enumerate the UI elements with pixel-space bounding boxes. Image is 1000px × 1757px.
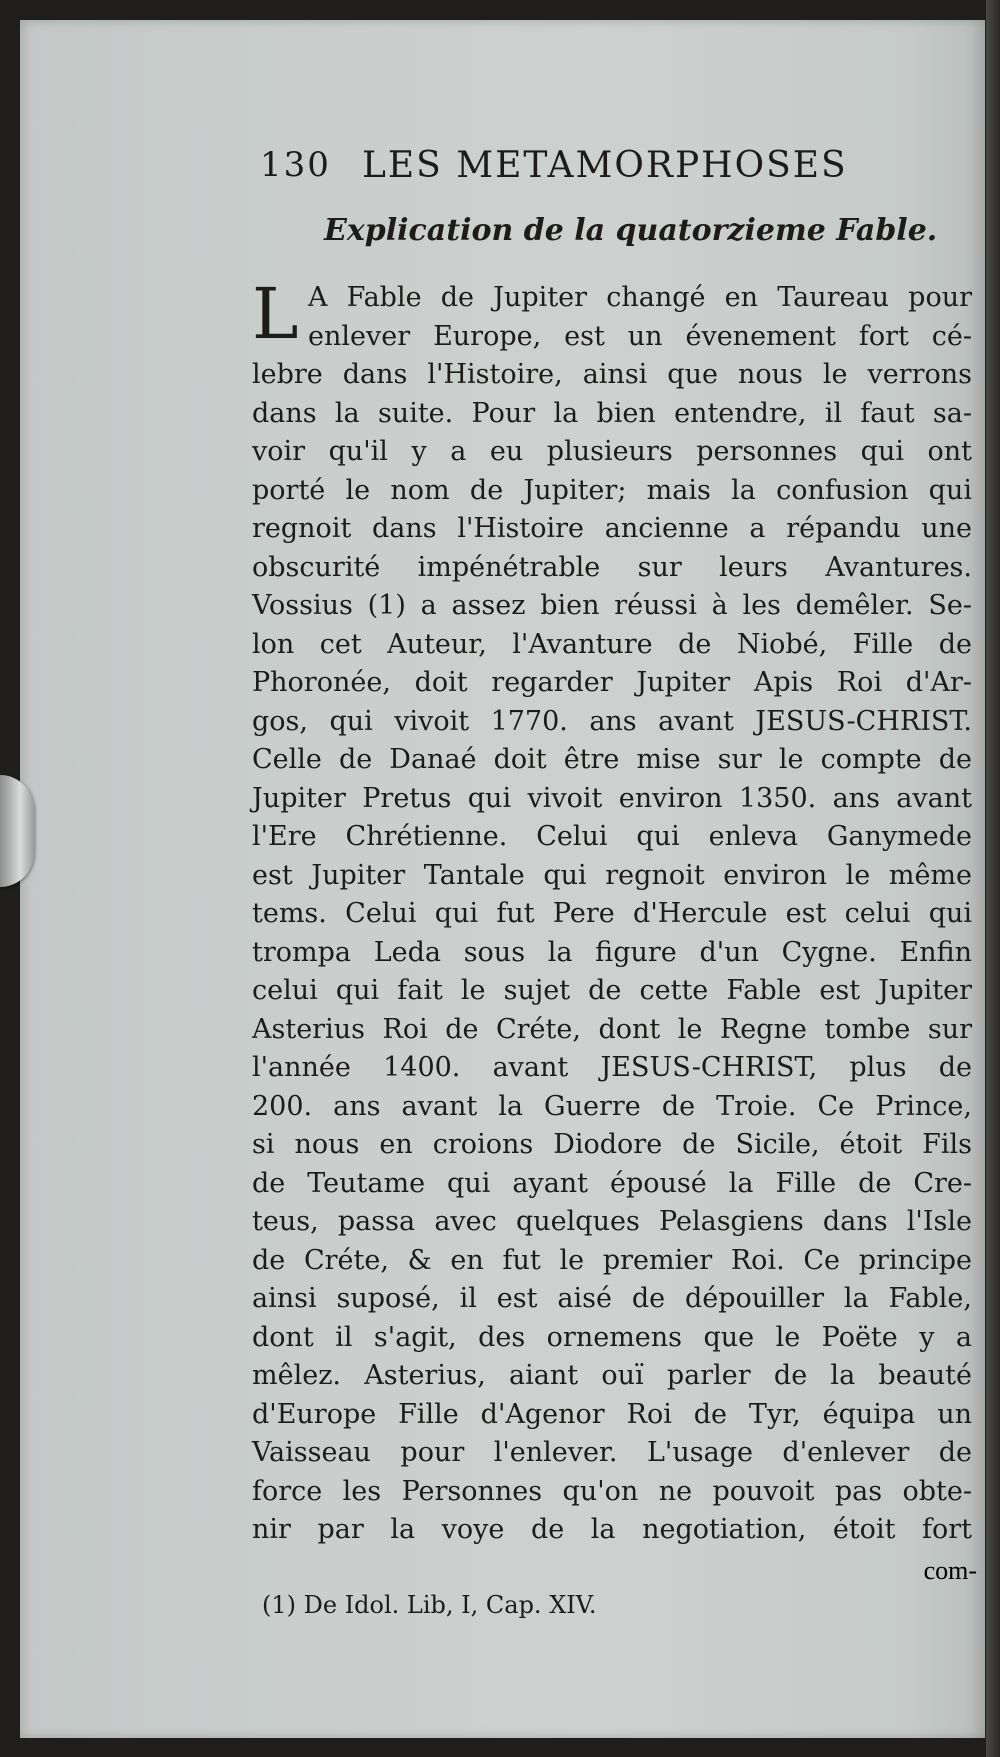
page-clip (0, 775, 34, 887)
text-line: ainsi suposé, il est aisé de dépouiller la Fable, (252, 1283, 972, 1314)
book-page (20, 20, 985, 1738)
catchword: com- (923, 1555, 977, 1585)
text-line: voir qu'il y a eu plusieurs personnes qui ont (252, 436, 972, 467)
text-block (252, 145, 972, 1624)
text-line: Celle de Danaé doit être mise sur le compte de (252, 744, 972, 775)
text-line: regnoit dans l'Histoire ancienne a répandu une (252, 513, 972, 544)
running-title: LES METAMORPHOSES (362, 145, 848, 186)
text-line: est Jupiter Tantale qui regnoit environ le même (252, 859, 972, 891)
body-text (252, 273, 972, 1624)
text-line: gos, qui vivoit 1770. ans avant JESUS-CHRIST. (252, 705, 972, 737)
text-line: lebre dans l'Histoire, ainsi que nous le verrons (252, 359, 972, 390)
text-line: lon cet Auteur, l'Avanture de Niobé, Fille de (252, 628, 972, 660)
text-line: force les Personnes qu'on ne pouvoit pas obte- (252, 1475, 972, 1507)
section-heading: Explication de la quatorzieme Fable. (324, 213, 938, 248)
text-line: de Teutame qui ayant épousé la Fille de Cre- (252, 1167, 972, 1199)
text-line: Vossius (1) a assez bien réussi à les demêler. Se- (252, 590, 972, 621)
footnote: (1) De Idol. Lib, I, Cap. XIV. (262, 1590, 597, 1619)
text-line: celui qui fait le sujet de cette Fable est Jupiter (252, 975, 972, 1006)
text-line: dont il s'agit, des ornemens que le Poëte y a (252, 1321, 972, 1353)
text-line: l'année 1400. avant JESUS-CHRIST, plus de (252, 1052, 972, 1083)
text-line: 200. ans avant la Guerre de Troie. Ce Prince, (252, 1090, 972, 1122)
text-line: Phoronée, doit regarder Jupiter Apis Roi d'Ar- (252, 667, 972, 698)
text-line: A Fable de Jupiter changé en Taureau pour (308, 282, 972, 313)
text-line: de Créte, & en fut le premier Roi. Ce principe (252, 1244, 972, 1276)
text-line: si nous en croions Diodore de Sicile, étoit Fils (252, 1129, 972, 1160)
text-line: Vaisseau pour l'enlever. L'usage d'enlever de (252, 1437, 972, 1468)
text-line: dans la suite. Pour la bien entendre, il faut sa- (252, 397, 972, 429)
text-line: porté le nom de Jupiter; mais la confusion qui (252, 474, 972, 506)
text-line: d'Europe Fille d'Agenor Roi de Tyr, équipa un (252, 1398, 972, 1430)
text-line: Jupiter Pretus qui vivoit environ 1350. ans avant (252, 782, 972, 814)
text-line: trompa Leda sous la figure d'un Cygne. Enfin (252, 936, 972, 968)
page-number: 130 (260, 145, 331, 185)
running-header (252, 145, 972, 205)
text-line: mêlez. Asterius, aiant ouï parler de la beauté (252, 1360, 972, 1391)
text-line: nir par la voye de la negotiation, étoit fort (252, 1514, 972, 1545)
text-line: l'Ere Chrétienne. Celui qui enleva Ganymede (252, 821, 972, 852)
text-line: enlever Europe, est un évenement fort cé- (308, 320, 972, 352)
drop-cap: L (252, 273, 299, 355)
book-edge (986, 0, 1000, 1757)
text-line: Asterius Roi de Créte, dont le Regne tombe sur (252, 1013, 972, 1045)
text-line: tems. Celui qui fut Pere d'Hercule est celui qui (252, 898, 972, 929)
text-line: obscurité impénétrable sur leurs Avantures. (252, 551, 972, 583)
text-line: teus, passa avec quelques Pelasgiens dans l'Isle (252, 1206, 972, 1237)
